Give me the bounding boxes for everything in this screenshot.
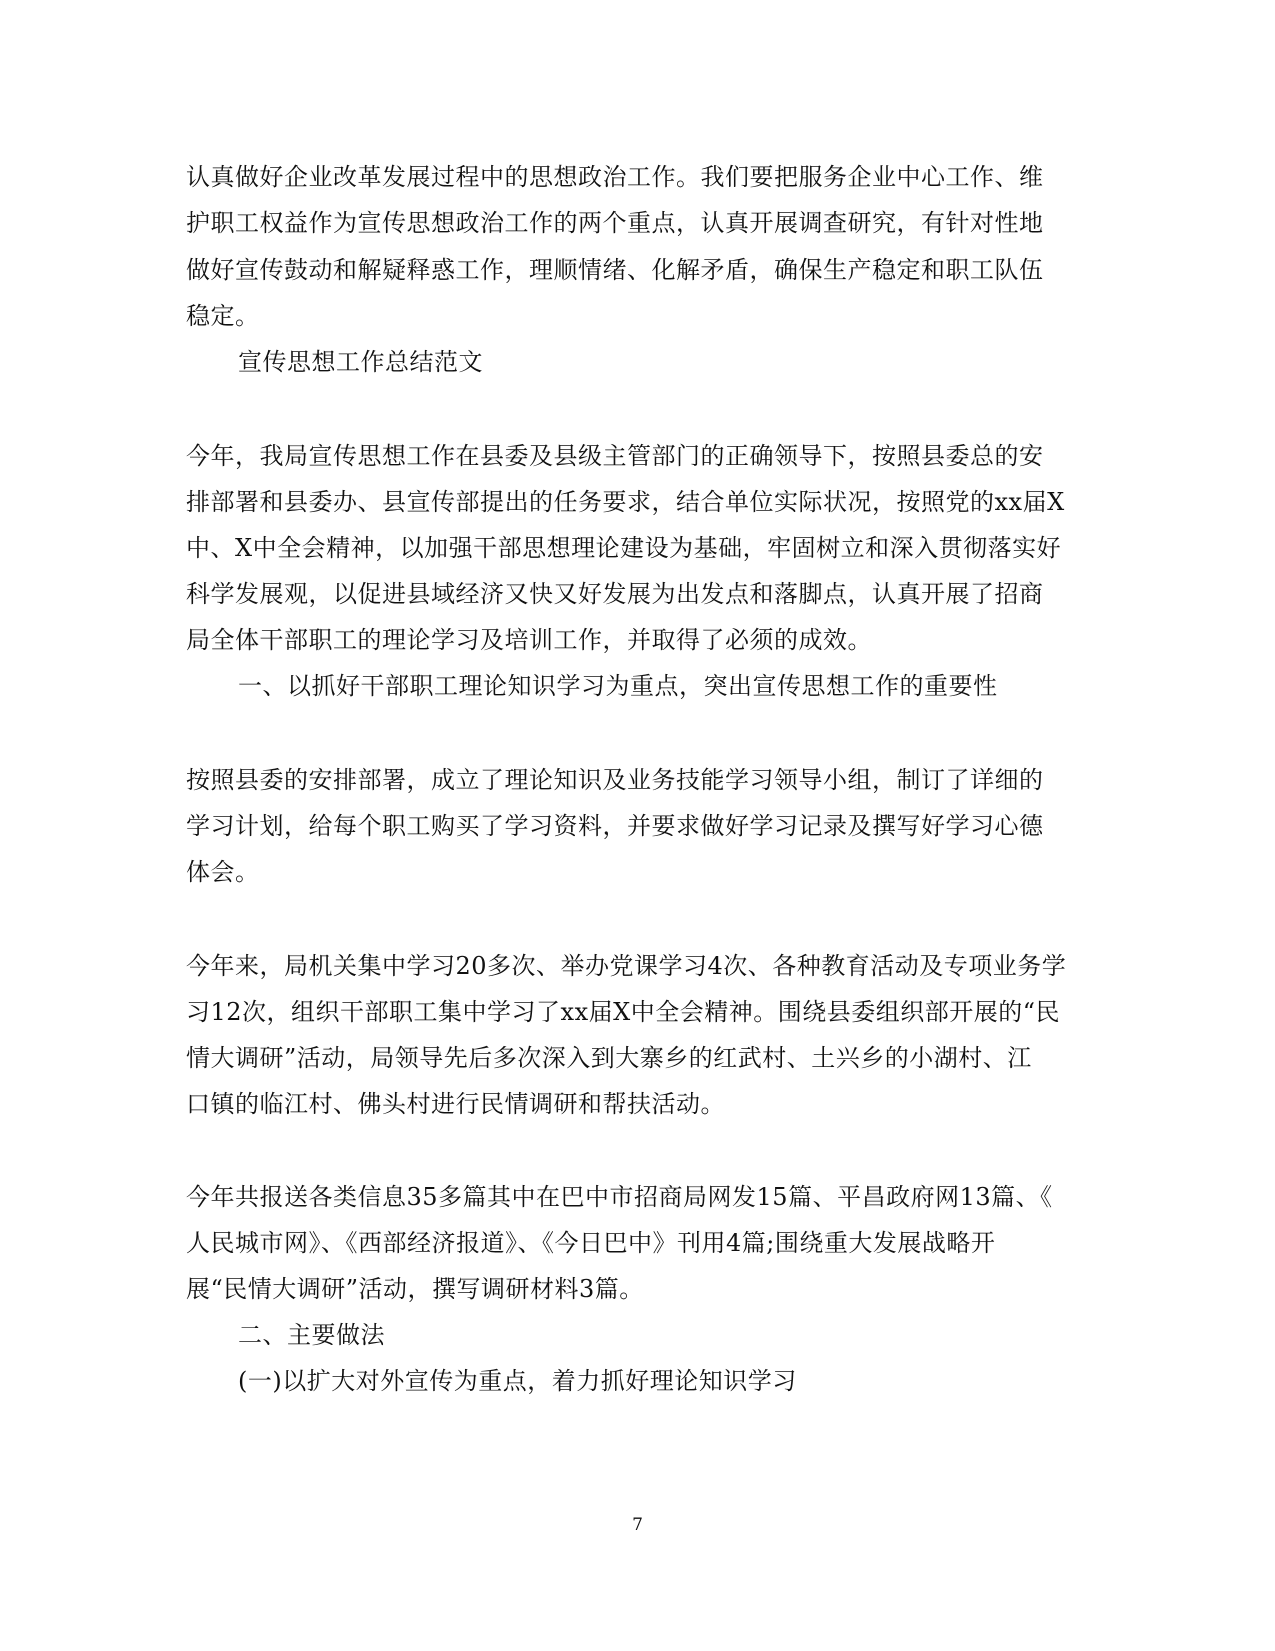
paragraph-line: 学习计划，给每个职工购买了学习资料，并要求做好学习记录及撰写好学习心德	[186, 812, 1044, 840]
section-heading-two: 二、主要做法	[238, 1321, 385, 1349]
paragraph-line: 认真做好企业改革发展过程中的思想政治工作。我们要把服务企业中心工作、维	[186, 163, 1044, 191]
section-heading-one: 一、以抓好干部职工理论知识学习为重点，突出宣传思想工作的重要性	[238, 672, 998, 700]
paragraph-line: 护职工权益作为宣传思想政治工作的两个重点，认真开展调查研究，有针对性地	[186, 209, 1044, 237]
paragraph-line: 中、X中全会精神，以加强干部思想理论建设为基础，牢固树立和深入贯彻落实好	[186, 534, 1062, 562]
paragraph-line: 今年来，局机关集中学习20多次、举办党课学习4次、各种教育活动及专项业务学	[186, 952, 1067, 980]
paragraph-line: 情大调研”活动，局领导先后多次深入到大寨乡的红武村、土兴乡的小湖村、江	[186, 1044, 1032, 1072]
paragraph-line: 按照县委的安排部署，成立了理论知识及业务技能学习领导小组，制订了详细的	[186, 766, 1044, 794]
paragraph-line: 今年，我局宣传思想工作在县委及县级主管部门的正确领导下，按照县委总的安	[186, 442, 1044, 470]
document-title: 宣传思想工作总结范文	[238, 348, 483, 376]
paragraph-line: 科学发展观，以促进县域经济又快又好发展为出发点和落脚点，认真开展了招商	[186, 580, 1044, 608]
subsection-heading: (一)以扩大对外宣传为重点，着力抓好理论知识学习	[238, 1367, 797, 1395]
paragraph-line: 口镇的临江村、佛头村进行民情调研和帮扶活动。	[186, 1090, 725, 1118]
paragraph-line: 局全体干部职工的理论学习及培训工作，并取得了必须的成效。	[186, 626, 872, 654]
paragraph-line: 展“民情大调研”活动，撰写调研材料3篇。	[186, 1275, 644, 1303]
paragraph-line: 习12次，组织干部职工集中学习了xx届X中全会精神。围绕县委组织部开展的“民	[186, 998, 1060, 1026]
page-number: 7	[632, 1515, 643, 1535]
paragraph-line: 体会。	[186, 858, 260, 886]
paragraph-line: 做好宣传鼓动和解疑释惑工作，理顺情绪、化解矛盾，确保生产稳定和职工队伍	[186, 256, 1044, 284]
paragraph-line: 人民城市网》、《西部经济报道》、《今日巴中》刊用4篇;围绕重大发展战略开	[186, 1229, 996, 1257]
paragraph-line: 稳定。	[186, 302, 260, 330]
paragraph-line: 排部署和县委办、县宣传部提出的任务要求，结合单位实际状况，按照党的xx届X	[186, 488, 1065, 516]
paragraph-line: 今年共报送各类信息35多篇其中在巴中市招商局网发15篇、平昌政府网13篇、《	[186, 1183, 1053, 1211]
